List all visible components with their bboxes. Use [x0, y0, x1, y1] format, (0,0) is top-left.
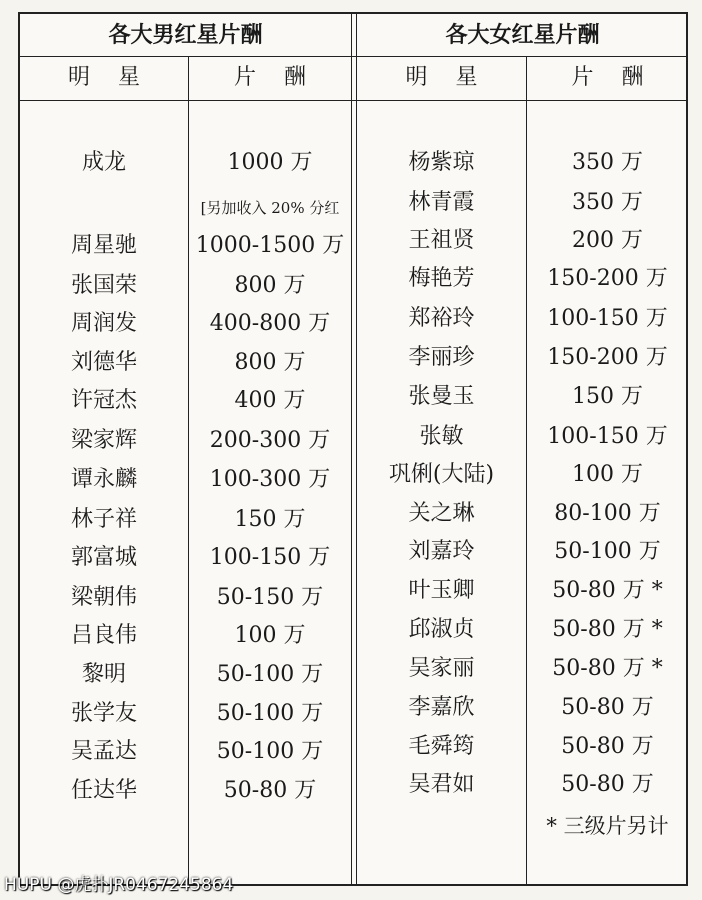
female-star-fee: 50-80 万	[561, 695, 654, 720]
male-star-name: 梁家辉	[70, 428, 137, 453]
male-star-fee: 400-800 万	[209, 311, 331, 336]
female-star-fee: 200 万	[572, 228, 643, 253]
male-star-fee: 50-80 万	[223, 778, 317, 803]
male-star-name: 林子祥	[70, 507, 137, 532]
male-star-name: 刘德华	[70, 350, 137, 375]
female-star-fee: 50-80 万 *	[552, 578, 663, 603]
female-star-fee: 50-100 万	[554, 539, 661, 564]
female-star-fee: 100-150 万	[547, 424, 668, 449]
male-section-title: 各大男红星片酬	[108, 22, 263, 48]
male-star-name: 谭永麟	[70, 467, 137, 492]
female-star-name: 吴家丽	[408, 656, 475, 681]
female-star-name: 王祖贤	[408, 228, 475, 253]
male-star-fee: 150 万	[234, 507, 306, 532]
male-star-fee: 100 万	[234, 623, 306, 648]
female-star-name: 叶玉卿	[408, 578, 475, 603]
female-star-name: 张敏	[419, 424, 464, 449]
male-star-name: 张学友	[70, 701, 137, 726]
male-star-fee: 200-300 万	[209, 428, 331, 453]
female-star-name: 李嘉欣	[408, 695, 475, 720]
female-star-name: 杨紫琼	[408, 150, 475, 175]
male-star-fee: 50-150 万	[216, 585, 324, 610]
female-star-fee: 80-100 万	[554, 501, 661, 526]
male-star-name: 张国荣	[70, 273, 137, 298]
header-divider	[20, 100, 686, 101]
female-star-name: 梅艳芳	[408, 266, 475, 291]
female-star-fee: 50-80 万 *	[552, 656, 663, 681]
male-star-name: 任达华	[70, 778, 137, 803]
male-star-name: 郭富城	[70, 545, 137, 570]
female-section-title: 各大女红星片酬	[445, 22, 600, 48]
male-star-name: 周润发	[70, 311, 137, 336]
fee-table	[18, 12, 688, 886]
male-star-fee: 1000-1500 万	[195, 233, 345, 258]
female-star-fee: 350 万	[572, 190, 643, 215]
female-star-fee: 50-80 万 *	[552, 617, 663, 642]
female-star-name: 郑裕玲	[408, 306, 475, 331]
female-star-fee: 100 万	[572, 462, 643, 487]
male-star-fee: 1000 万	[227, 150, 313, 175]
center-divider-a	[351, 14, 352, 884]
female-star-name: 巩俐(大陆)	[388, 462, 495, 487]
male-star-name: 成龙	[81, 150, 126, 175]
male-star-name: 吴孟达	[70, 739, 137, 764]
female-star-name: 关之琳	[408, 501, 475, 526]
male-star-fee: 800 万	[234, 273, 306, 298]
female-star-name: 张曼玉	[408, 384, 475, 409]
male-star-name: 梁朝伟	[70, 585, 137, 610]
male-star-fee: 100-150 万	[209, 545, 331, 570]
female-star-name: 李丽珍	[408, 345, 475, 370]
male-star-fee: 400 万	[234, 388, 306, 413]
female-star-name: 林青霞	[408, 190, 475, 215]
female-col-fee-header: 片酬	[571, 65, 672, 90]
male-star-name: 黎明	[81, 662, 126, 687]
female-star-fee: 350 万	[572, 150, 643, 175]
male-star-fee: 100-300 万	[209, 467, 331, 492]
male-star-name: 周星驰	[70, 233, 137, 258]
watermark: HUPU @虎扑JR0467245864	[4, 875, 234, 895]
female-star-fee: 50-80 万	[561, 772, 654, 797]
female-star-name: 刘嘉玲	[408, 539, 475, 564]
male-col-star-header: 明星	[67, 65, 168, 90]
female-star-fee: 150 万	[572, 384, 643, 409]
male-star-fee: 50-100 万	[216, 701, 324, 726]
male-star-name: 吕良伟	[70, 623, 137, 648]
female-star-fee: 150-200 万	[547, 266, 668, 291]
female-star-fee: 50-80 万	[561, 734, 654, 759]
male-star-fee: 800 万	[234, 350, 306, 375]
male-col-fee-header: 片酬	[233, 65, 334, 90]
female-star-name: 邱淑贞	[408, 617, 475, 642]
male-star-name: 许冠杰	[70, 388, 137, 413]
female-star-fee: 100-150 万	[547, 306, 668, 331]
female-col-star-header: 明星	[405, 65, 506, 90]
footnote: * 三级片另计	[546, 814, 669, 838]
female-star-name: 吴君如	[408, 772, 475, 797]
female-star-name: 毛舜筠	[408, 734, 475, 759]
male-star-fee: [另加收入 20% 分红	[200, 199, 340, 217]
male-star-fee: 50-100 万	[216, 662, 324, 687]
female-star-fee: 150-200 万	[547, 345, 668, 370]
male-star-fee: 50-100 万	[216, 739, 324, 764]
title-divider	[20, 56, 686, 57]
